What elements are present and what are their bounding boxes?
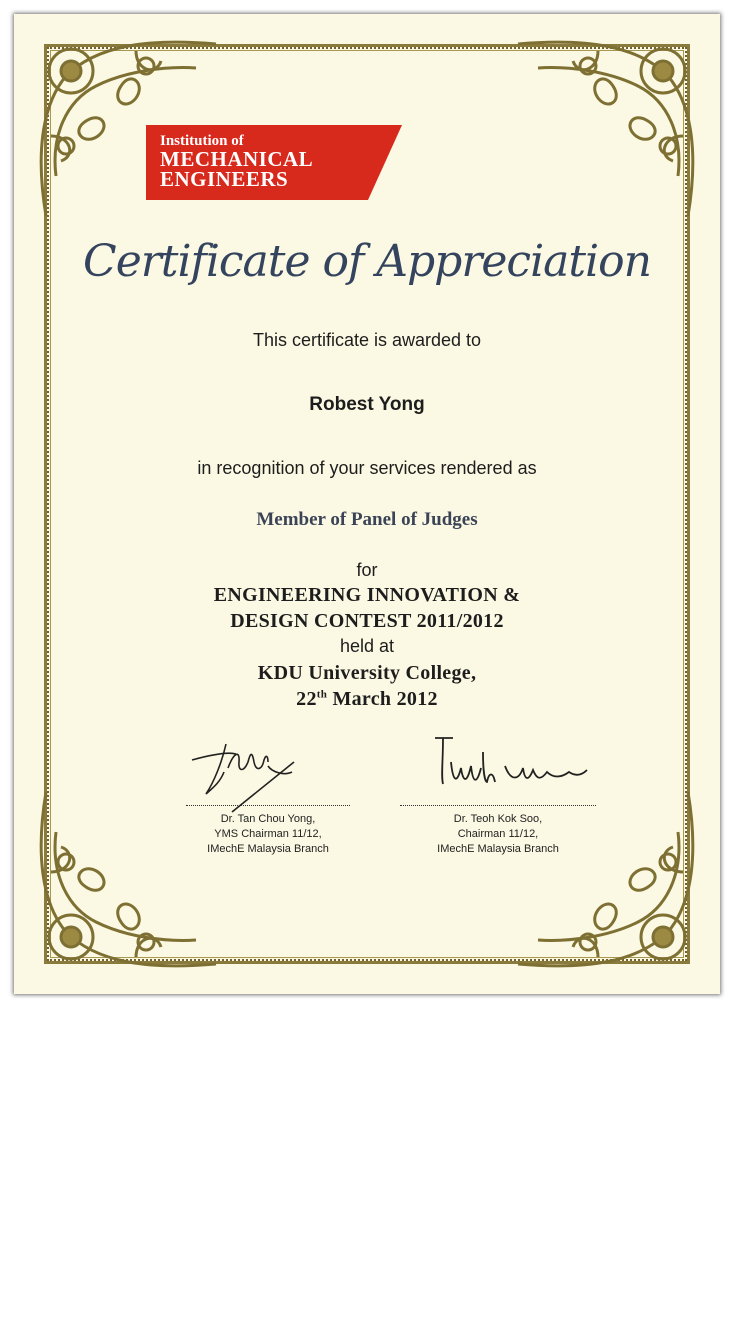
venue-text: KDU University College, [257, 662, 477, 684]
signature-right-icon [429, 732, 599, 802]
for-text: for [356, 560, 378, 580]
signatory-left-title: YMS Chairman 11/12, [214, 828, 322, 840]
signatory-left-org: IMechE Malaysia Branch [207, 843, 329, 855]
certificate-title: Certificate of Appreciation [83, 236, 651, 287]
date-month-year: March 2012 [327, 688, 438, 710]
signatory-right-name: Dr. Teoh Kok Soo, [453, 813, 543, 825]
event-line-2: DESIGN CONTEST 2011/2012 [230, 610, 504, 632]
recipient-name: Robest Yong [309, 394, 425, 415]
recognition-text: in recognition of your services rendered as [197, 458, 537, 478]
awarded-to-text: This certificate is awarded to [252, 330, 482, 350]
floral-corner-ornament-icon [508, 26, 708, 226]
date-suffix: th [316, 688, 328, 701]
signatory-left-name: Dr. Tan Chou Yong, [220, 813, 316, 825]
imeche-logo [146, 125, 402, 200]
logo-line-3: ENGINEERS [160, 167, 289, 191]
signatory-right [408, 812, 588, 857]
held-at-text: held at [339, 636, 395, 656]
date-day: 22 [296, 688, 317, 710]
signature-left-icon [184, 732, 304, 822]
signatory-left [178, 812, 358, 857]
signature-line-right [400, 805, 596, 806]
date-text [14, 688, 720, 711]
role-text: Member of Panel of Judges [256, 509, 478, 530]
logo-line-2: MECHANICAL [160, 147, 314, 171]
signatory-right-title: Chairman 11/12, [457, 828, 539, 840]
event-line-1: ENGINEERING INNOVATION & [213, 584, 521, 606]
signature-line-left [186, 805, 350, 806]
logo-line-1: Institution of [160, 133, 244, 149]
signatory-right-org: IMechE Malaysia Branch [437, 843, 559, 855]
certificate [14, 14, 720, 994]
